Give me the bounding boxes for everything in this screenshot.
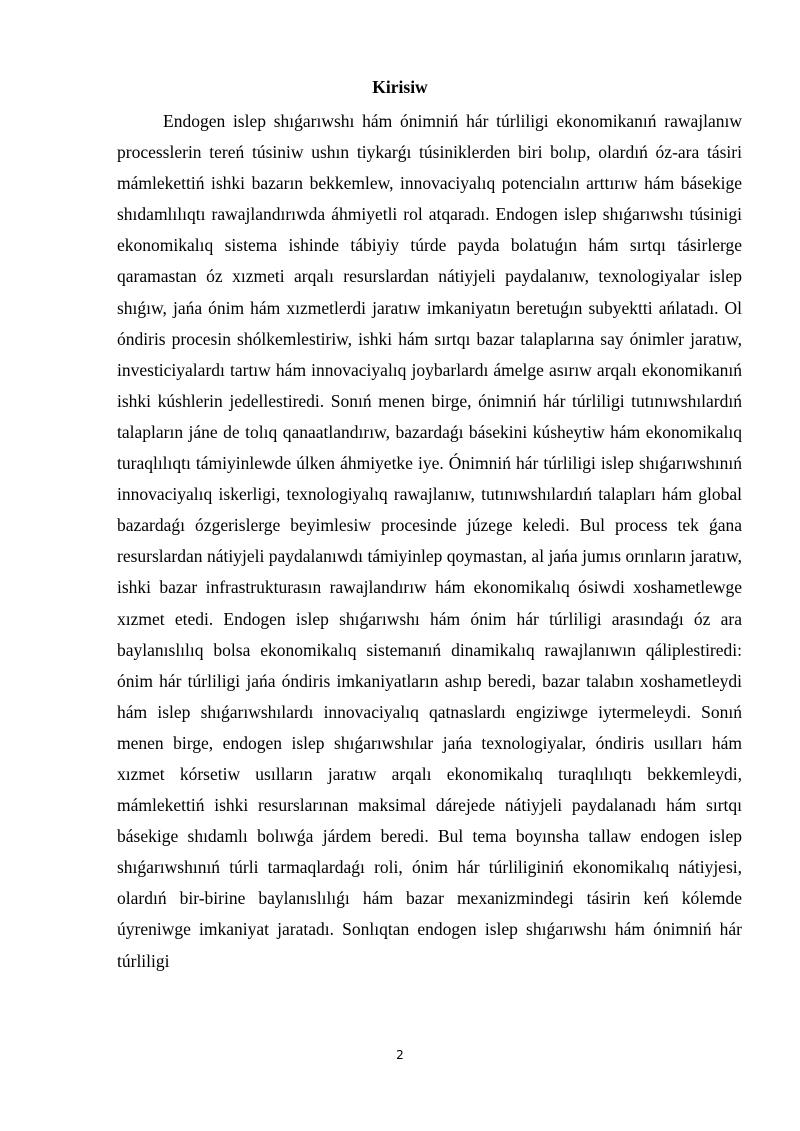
page-number: 2	[396, 1048, 404, 1062]
section-title: Kirisiw	[372, 77, 428, 97]
body-paragraph: Endogen islep shıǵarıwshı hám ónimniń hár túrliligi ekonomikanıń rawajlanıw processlerin tereń túsiniw ushın tiykarǵı túsiniklerden biri bolıp, olardıń óz-ara tásiri mámlekettiń ishki bazarın bekkemlew, innovaciyalıq potencialın arttırıw hám básekige shıdamlılıqtı rawajlandırıwda áhmiyetli rol atqaradı. Endogen islep shıǵarıwshı túsinigi ekonomikalıq sistema ishinde tábiyiy túrde payda bolatuǵın hám sırtqı tásirlerge qaramastan óz xızmeti arqalı resurslardan nátiyjeli paydalanıw, texnologiyalar islep shıǵıw, jańa ónim hám xızmetlerdi jaratıw imkaniyatın beretuǵın subyektti ańlatadı. Ol óndiris procesin shólkemlestiriw, ishki hám sırtqı bazar talaplarına say ónimler jaratıw, investiciyalardı tartıw hám innovaciyalıq joybarlardı ámelge asırıw arqalı ekonomikanıń ishki kúshlerin jedellestiredi. Sonıń menen birge, ónimniń hár túrliligi tutınıwshılardıń talapların jáne de tolıq qanaatlandırıw, bazardaǵı básekini kúsheytiw hám ekonomikalıq turaqlılıqtı támiyinlewde úlken áhmiyetke iye. Ónimniń hár túrliligi islep shıǵarıwshınıń innovaciyalıq iskerligi, texnologiyalıq rawajlanıw, tutınıwshılardıń talapları hám global bazardaǵı ózgerislerge beyimlesiw procesinde júzege keledi. Bul process tek ǵana resurslardan nátiyjeli paydalanıwdı támiyinlep qoymastan, al jańa jumıs orınların jaratıw, ishki bazar infrastrukturasın rawajlandırıw hám ekonomikalıq ósiwdi xoshametlewge xızmet etedi. Endogen islep shıǵarıwshı hám ónim hár túrliligi arasındaǵı óz ara baylanıslılıq bolsa ekonomikalıq sistemanıń dinamikalıq rawajlanıwın qáliplestiredi: ónim hár túrliligi jańa óndiris imkaniyatların ashıp beredi, bazar talabın xoshametleydi hám islep shıǵarıwshılardı innovaciyalıq qatnaslardı engiziwge iytermeleydi. Sonıń menen birge, endogen islep shıǵarıwshılar jańa texnologiyalar, óndiris usılları hám xızmet kórsetiw usılların jaratıw arqalı ekonomikalıq turaqlılıqtı bekkemleydi, mámlekettiń ishki resurslarınan maksimal dárejede nátiyjeli paydalanadı hám sırtqı básekige shıdamlı bolıwǵa járdem beredi. Bul tema boyınsha tallaw endogen islep shıǵarıwshınıń túrli tarmaqlardaǵı roli, ónim hár túrliliginiń ekonomikalıq nátiyjesi, olardıń bir-birine baylanıslılıǵı hám bazar mexanizmindegi tásirin keń kólemde úyreniwge imkaniyat jaratadı. Sonlıqtan endogen islep shıǵarıwshı hám ónimniń hár túrliligi	[117, 111, 742, 971]
